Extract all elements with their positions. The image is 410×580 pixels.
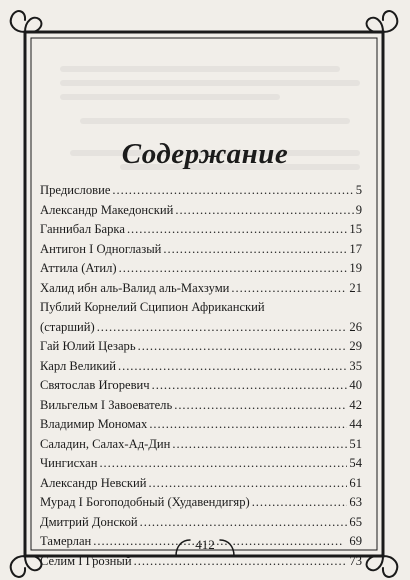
toc-entry-label: Чингисхан — [40, 456, 98, 470]
toc-entry-label: Тамерлан — [40, 534, 92, 548]
toc-entry-label: Мурад I Богоподобный (Худавендигяр) — [40, 495, 250, 509]
toc-entry — [40, 376, 362, 396]
toc-entry-label: Предисловие — [40, 183, 111, 197]
toc-entry-page: 29 — [349, 339, 362, 353]
dot-leader — [140, 513, 348, 533]
toc-entry — [40, 435, 362, 455]
toc-entry-page: 21 — [349, 280, 362, 295]
dot-leader — [174, 396, 347, 416]
toc-entry-page: 54 — [349, 456, 362, 470]
toc-entry-label: Святослав Игоревич — [40, 378, 150, 392]
dot-leader — [119, 259, 348, 279]
toc-entry-page: 19 — [349, 261, 362, 275]
dot-leader — [112, 181, 353, 201]
toc-entry-page: 63 — [349, 495, 362, 509]
toc-entry — [40, 357, 362, 377]
page-number: 412 — [195, 537, 215, 552]
toc-entry — [40, 220, 362, 240]
toc-entry-page: 26 — [349, 319, 362, 334]
dot-leader — [175, 201, 353, 221]
toc-entry-label: Дмитрий Донской — [40, 514, 138, 529]
toc-entry — [40, 396, 362, 416]
dot-leader — [118, 357, 347, 377]
toc-entry-page: 35 — [349, 358, 362, 373]
toc-entry — [40, 415, 362, 435]
toc-entry — [40, 279, 362, 299]
dot-leader — [148, 474, 347, 494]
dot-leader — [152, 376, 348, 396]
toc-entry-label: Александр Невский — [40, 475, 147, 490]
toc-entry-label: Вильгельм I Завоеватель — [40, 397, 173, 412]
toc-entry-label: Саладин, Салах-Ад-Дин — [40, 436, 171, 451]
toc-entry — [40, 493, 362, 513]
toc-entry-page: 51 — [349, 436, 362, 451]
toc-entry — [40, 337, 362, 357]
toc-entry-label: Карл Великий — [40, 358, 116, 373]
toc-entry-label: Аттила (Атил) — [40, 261, 117, 275]
toc-entry — [40, 259, 362, 279]
toc-entry — [40, 552, 362, 572]
toc-entry — [40, 201, 362, 221]
dot-leader — [163, 240, 347, 260]
toc-entry-page: 17 — [349, 241, 362, 256]
dot-leader — [231, 279, 347, 299]
dot-leader — [99, 454, 347, 474]
toc-entry — [40, 181, 362, 201]
toc-entry-page: 61 — [349, 475, 362, 490]
toc-entry-page: 69 — [349, 534, 362, 548]
dot-leader — [149, 415, 347, 435]
toc-entry-label: Антигон I Одноглазый — [40, 241, 162, 256]
toc-entry-page: 42 — [349, 397, 362, 412]
toc-entry — [40, 240, 362, 260]
toc-entry-label: Публий Корнелий Сципион Африканский — [40, 300, 265, 314]
dot-leader — [134, 552, 348, 572]
toc-entry — [40, 513, 362, 533]
toc-entry-page: 65 — [349, 514, 362, 529]
toc-entry-label: Владимир Мономах — [40, 417, 148, 431]
toc-entry-label: (старший) — [40, 319, 95, 334]
toc-entry-label: Александр Македонский — [40, 202, 174, 217]
toc-entry — [40, 298, 362, 337]
toc-entry-label: Халид ибн аль-Валид аль-Махзуми — [40, 280, 230, 295]
toc-entry-page: 9 — [355, 202, 362, 217]
toc-entry — [40, 474, 362, 494]
toc-entry — [40, 454, 362, 474]
dot-leader — [252, 493, 348, 513]
toc-entry-page: 15 — [349, 222, 362, 236]
dot-leader — [127, 220, 347, 240]
toc-entry-page: 5 — [355, 183, 362, 197]
toc-entry-label: Селим I Грозный — [40, 553, 132, 568]
toc-entry-page: 40 — [349, 378, 362, 392]
dot-leader — [97, 318, 348, 338]
toc-entry-label: Ганнибал Барка — [40, 222, 125, 236]
toc-entry-label: Гай Юлий Цезарь — [40, 339, 136, 353]
page-title: Содержание — [121, 138, 289, 170]
toc-entry-page: 44 — [349, 417, 362, 431]
dot-leader — [138, 337, 348, 357]
toc-entry-page: 73 — [349, 553, 362, 568]
dot-leader — [172, 435, 347, 455]
table-of-contents — [40, 181, 362, 571]
